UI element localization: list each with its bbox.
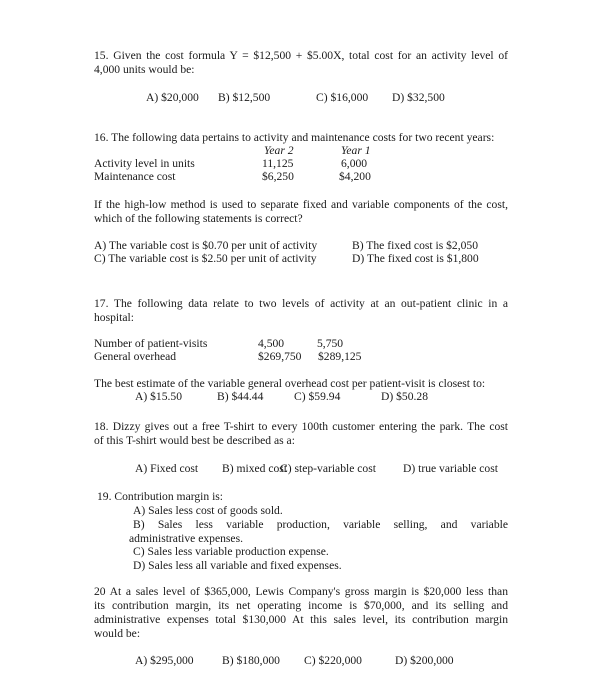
q17-option-b: B) $44.44 — [217, 390, 264, 403]
question-16-line-1: If the high-low method is used to separate fixed and variable components of the cost, — [94, 198, 508, 211]
q17-option-d: D) $50.28 — [381, 390, 429, 403]
q19-option-b: B) Sales less variable production, variable selling, and variable — [133, 518, 508, 531]
q16-header-year-2: Year 2 — [264, 144, 294, 157]
q15-option-b: B) $12,500 — [218, 91, 271, 104]
q17-option-c: C) $59.94 — [294, 390, 341, 403]
q16-header-year-1: Year 1 — [341, 144, 371, 157]
q17-cell: $289,125 — [318, 350, 362, 363]
question-18-line-1: 18. Dizzy gives out a free T-shirt to every 100th customer entering the park. The cost — [94, 420, 508, 433]
q20-option-d: D) $200,000 — [395, 654, 454, 667]
q15-option-d: D) $32,500 — [392, 91, 445, 104]
question-20-line: its contribution margin, its net operating income is $70,000, and its selling and — [94, 599, 508, 612]
q17-cell: $269,750 — [258, 350, 302, 363]
question-16-intro: 16. The following data pertains to activity and maintenance costs for two recent years: — [94, 131, 495, 144]
q18-option-a: A) Fixed cost — [135, 462, 199, 475]
question-20-line: administrative expenses total $130,000 At this sales level, its contribution margin — [94, 613, 508, 626]
q20-option-c: C) $220,000 — [304, 654, 362, 667]
question-18 — [94, 420, 508, 448]
q19-option-b-wrap — [133, 518, 508, 532]
q16-option-c: C) The variable cost is $2.50 per unit of activity — [94, 252, 317, 265]
q16-cell: 6,000 — [341, 157, 368, 170]
q19-option-c: C) Sales less variable production expense. — [133, 545, 329, 558]
q17-cell: 4,500 — [258, 337, 285, 350]
question-20-line: would be: — [94, 627, 141, 640]
q16-row-label: Maintenance cost — [94, 170, 176, 183]
question-20 — [94, 585, 508, 641]
question-15 — [94, 49, 508, 77]
q18-option-c: C) step-variable cost — [280, 462, 376, 475]
q18-option-b: B) mixed cost — [222, 462, 288, 475]
q17-cell: 5,750 — [317, 337, 344, 350]
question-17 — [94, 297, 508, 325]
q15-option-c: C) $16,000 — [316, 91, 369, 104]
q17-row-label: Number of patient-visits — [94, 337, 208, 350]
q17-row-label: General overhead — [94, 350, 177, 363]
q19-option-d: D) Sales less all variable and fixed expenses. — [133, 559, 342, 572]
q16-cell: $4,200 — [339, 170, 371, 183]
question-17-prompt: The best estimate of the variable general overhead cost per patient-visit is closest to: — [94, 377, 486, 390]
question-18-line-2: of this T-shirt would best be described as a: — [94, 434, 295, 447]
q19-option-b-cont: administrative expenses. — [129, 532, 243, 545]
q15-option-a: A) $20,000 — [146, 91, 199, 104]
question-17-line-1: 17. The following data relate to two levels of activity at an out-patient clinic in a — [94, 297, 508, 310]
q16-cell: 11,125 — [262, 157, 294, 170]
question-16-line-2: which of the following statements is correct? — [94, 212, 303, 225]
q20-option-a: A) $295,000 — [135, 654, 194, 667]
q16-option-b: B) The fixed cost is $2,050 — [352, 239, 479, 252]
q16-row-label: Activity level in units — [94, 157, 195, 170]
question-19: 19. Contribution margin is: — [97, 490, 224, 503]
question-16-prompt — [94, 198, 508, 226]
q16-option-a: A) The variable cost is $0.70 per unit of activity — [94, 239, 318, 252]
q16-option-d: D) The fixed cost is $1,800 — [352, 252, 479, 265]
q18-option-d: D) true variable cost — [403, 462, 498, 475]
q17-option-a: A) $15.50 — [135, 390, 183, 403]
question-20-line: 20 At a sales level of $365,000, Lewis Company's gross margin is $20,000 less than — [94, 585, 508, 598]
q16-cell: $6,250 — [262, 170, 294, 183]
question-15-line-1: 15. Given the cost formula Y = $12,500 + $5.00X, total cost for an activity level of — [94, 49, 508, 62]
question-15-line-2: 4,000 units would be: — [94, 63, 195, 76]
question-17-line-2: hospital: — [94, 311, 134, 324]
q20-option-b: B) $180,000 — [222, 654, 280, 667]
q19-option-a: A) Sales less cost of goods sold. — [133, 504, 283, 517]
